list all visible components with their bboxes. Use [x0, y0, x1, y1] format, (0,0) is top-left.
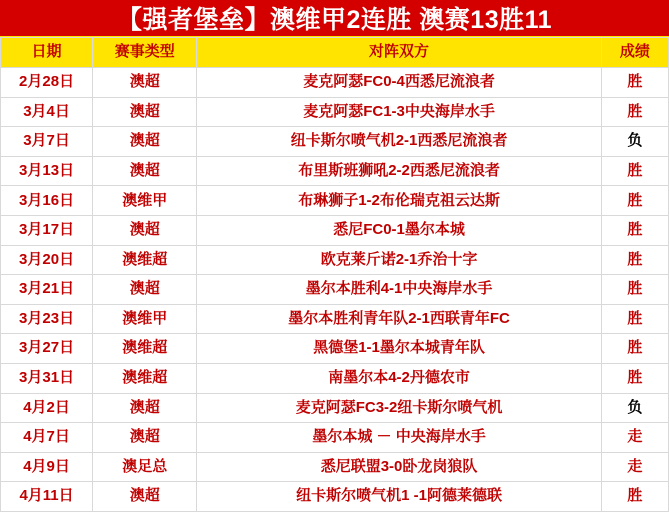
cell-date: 3月27日: [1, 334, 93, 364]
cell-match: 黑德堡1-1墨尔本城青年队: [197, 334, 602, 364]
cell-match: 墨尔本胜利青年队2-1西联青年FC: [197, 304, 602, 334]
cell-match: 纽卡斯尔喷气机1 -1阿德莱德联: [197, 482, 602, 512]
cell-match: 纽卡斯尔喷气机2-1西悉尼流浪者: [197, 127, 602, 157]
table-row: [1, 423, 669, 453]
cell-date: 3月7日: [1, 127, 93, 157]
table-row: [1, 364, 669, 394]
table-row: [1, 68, 669, 98]
table-header-row: [1, 38, 669, 68]
cell-date: 3月16日: [1, 186, 93, 216]
cell-match: 南墨尔本4-2丹德农市: [197, 364, 602, 394]
table-row: [1, 452, 669, 482]
results-table: [0, 37, 669, 512]
table-body: [1, 38, 669, 512]
cell-type: 澳超: [93, 216, 197, 246]
cell-match: 布琳狮子1-2布伦瑞克祖云达斯: [197, 186, 602, 216]
cell-result: 胜: [601, 482, 668, 512]
column-header-result: 成绩: [601, 38, 668, 68]
cell-result: 胜: [601, 245, 668, 275]
cell-type: 澳超: [93, 423, 197, 453]
cell-result: 胜: [601, 275, 668, 305]
cell-type: 澳维超: [93, 334, 197, 364]
cell-match: 布里斯班狮吼2-2西悉尼流浪者: [197, 156, 602, 186]
cell-result: 走: [601, 423, 668, 453]
cell-type: 澳超: [93, 393, 197, 423]
cell-type: 澳维甲: [93, 304, 197, 334]
cell-date: 4月7日: [1, 423, 93, 453]
table-row: [1, 127, 669, 157]
cell-result: 胜: [601, 216, 668, 246]
cell-result: 胜: [601, 186, 668, 216]
column-header-type: 赛事类型: [93, 38, 197, 68]
title-bar: [0, 0, 669, 37]
table-row: [1, 482, 669, 512]
cell-date: 3月13日: [1, 156, 93, 186]
page-title: 【强者堡垒】澳维甲2连胜 澳赛13胜11: [116, 6, 553, 35]
column-header-date: 日期: [1, 38, 93, 68]
cell-result: 负: [601, 127, 668, 157]
table-row: [1, 393, 669, 423]
table-row: [1, 304, 669, 334]
cell-match: 麦克阿瑟FC1-3中央海岸水手: [197, 97, 602, 127]
cell-match: 麦克阿瑟FC3-2纽卡斯尔喷气机: [197, 393, 602, 423]
cell-result: 胜: [601, 364, 668, 394]
cell-type: 澳超: [93, 97, 197, 127]
cell-match: 麦克阿瑟FC0-4西悉尼流浪者: [197, 68, 602, 98]
table-row: [1, 245, 669, 275]
table-row: [1, 334, 669, 364]
cell-type: 澳维甲: [93, 186, 197, 216]
cell-date: 3月4日: [1, 97, 93, 127]
cell-date: 4月11日: [1, 482, 93, 512]
cell-type: 澳足总: [93, 452, 197, 482]
cell-result: 胜: [601, 304, 668, 334]
cell-date: 4月2日: [1, 393, 93, 423]
cell-result: 胜: [601, 334, 668, 364]
cell-result: 负: [601, 393, 668, 423]
cell-type: 澳超: [93, 482, 197, 512]
cell-match: 墨尔本城 － 中央海岸水手: [197, 423, 602, 453]
cell-match: 墨尔本胜利4-1中央海岸水手: [197, 275, 602, 305]
cell-date: 4月9日: [1, 452, 93, 482]
cell-match: 悉尼FC0-1墨尔本城: [197, 216, 602, 246]
cell-result: 胜: [601, 68, 668, 98]
cell-type: 澳超: [93, 68, 197, 98]
cell-date: 3月23日: [1, 304, 93, 334]
cell-match: 欧克莱斤诺2-1乔治十字: [197, 245, 602, 275]
table-row: [1, 97, 669, 127]
table-row: [1, 186, 669, 216]
cell-result: 胜: [601, 97, 668, 127]
cell-type: 澳维超: [93, 364, 197, 394]
cell-match: 悉尼联盟3-0卧龙岗狼队: [197, 452, 602, 482]
column-header-match: 对阵双方: [197, 38, 602, 68]
cell-date: 3月17日: [1, 216, 93, 246]
cell-date: 3月31日: [1, 364, 93, 394]
table-row: [1, 156, 669, 186]
cell-type: 澳超: [93, 156, 197, 186]
cell-date: 2月28日: [1, 68, 93, 98]
table-row: [1, 275, 669, 305]
cell-date: 3月20日: [1, 245, 93, 275]
cell-type: 澳超: [93, 127, 197, 157]
cell-date: 3月21日: [1, 275, 93, 305]
table-row: [1, 216, 669, 246]
cell-result: 走: [601, 452, 668, 482]
cell-type: 澳维超: [93, 245, 197, 275]
cell-result: 胜: [601, 156, 668, 186]
cell-type: 澳超: [93, 275, 197, 305]
